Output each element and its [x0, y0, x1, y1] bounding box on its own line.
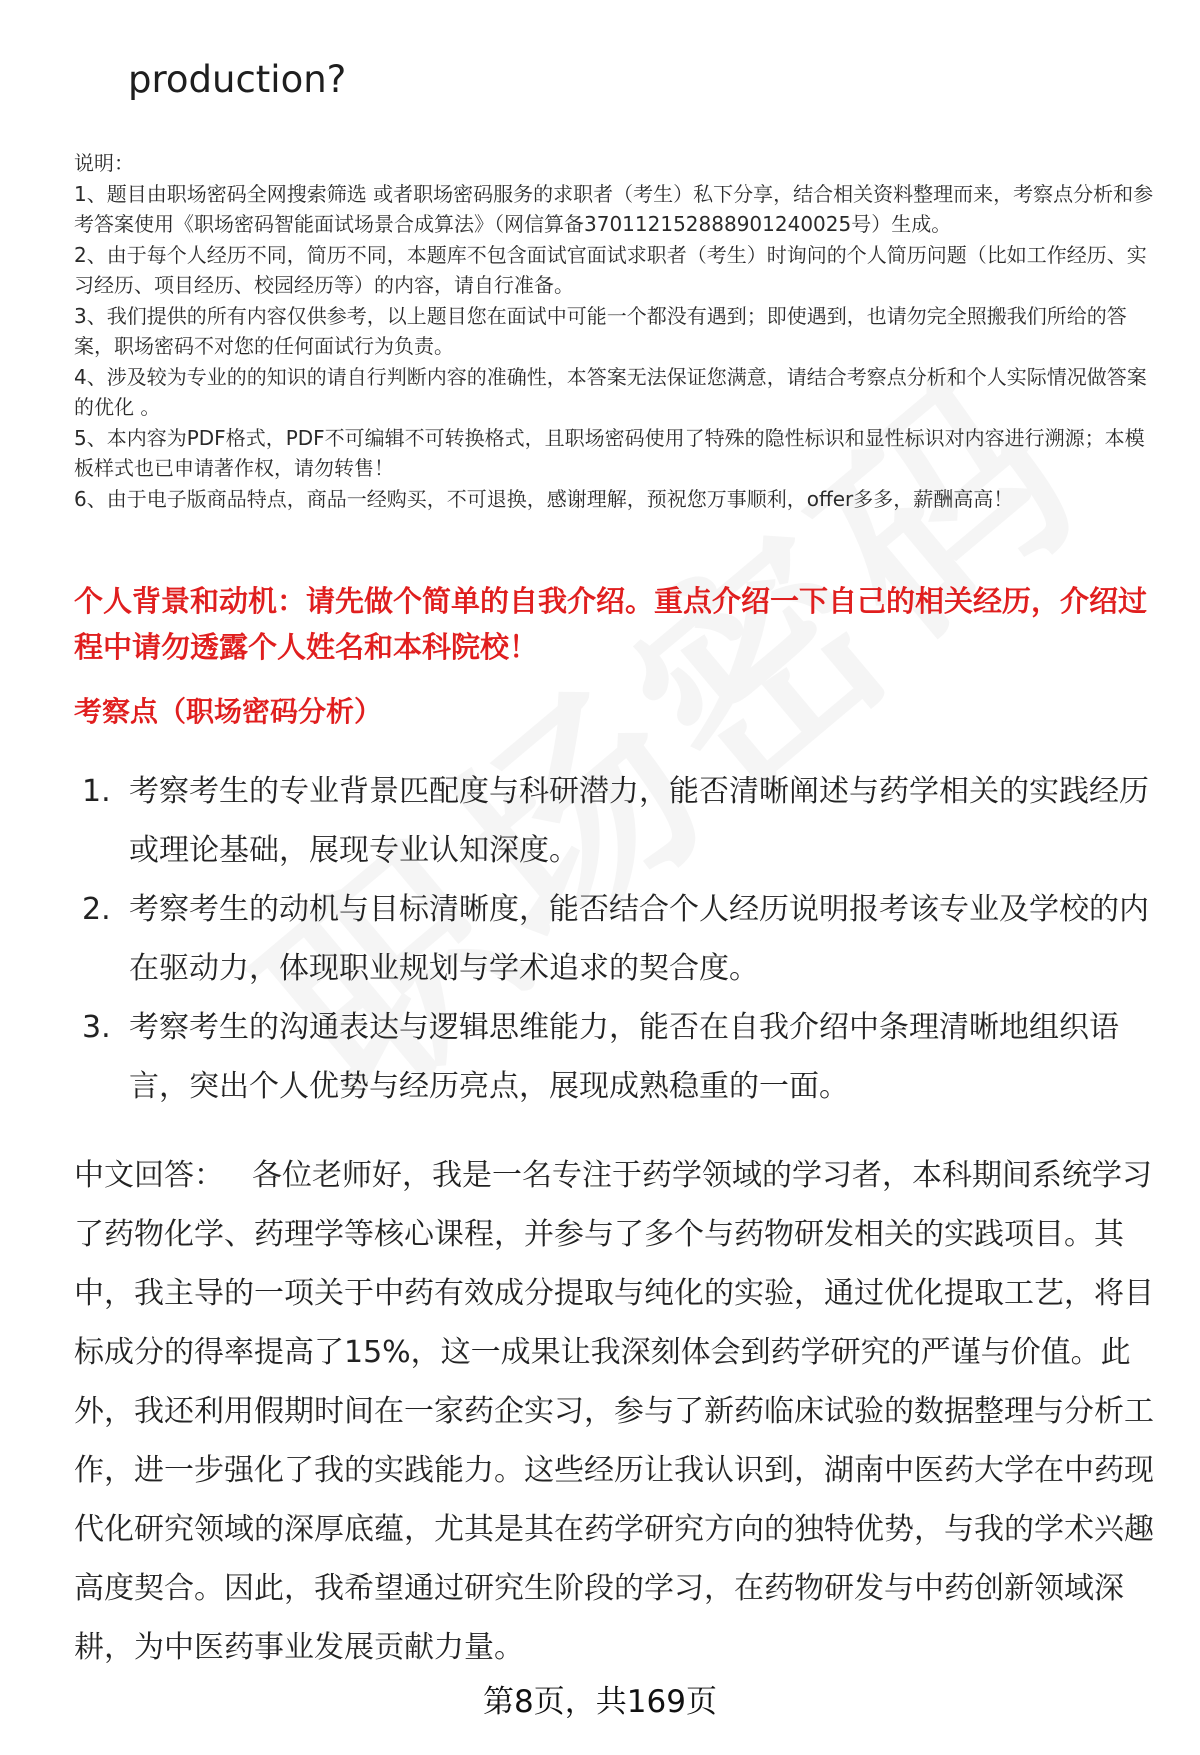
question-heading: 个人背景和动机：请先做个简单的自我介绍。重点介绍一下自己的相关经历，介绍过程中请勿透露个人姓名和本科院校！ — [74, 584, 1148, 664]
note-item: 4、涉及较为专业的的知识的请自行判断内容的准确性，本答案无法保证您满意，请结合考察点分析和个人实际情况做答案的优化 。 — [74, 364, 1147, 419]
point-number: 1. — [82, 774, 111, 809]
point-text: 考察考生的动机与目标清晰度，能否结合个人经历说明报考该专业及学校的内在驱动力，体现职业规划与学术追求的契合度。 — [129, 892, 1149, 986]
point-number: 2. — [82, 892, 111, 927]
note-item: 1、题目由职场密码全网搜索筛选 或者职场密码服务的求职者（考生）私下分享，结合相关资料整理而来，考察点分析和参考答案使用《职场密码智能面试场景合成算法》（网信算备370112152888901240025号）生成。 — [74, 181, 1154, 236]
answer-label: 中文回答： — [74, 1158, 224, 1193]
note-item: 2、由于每个人经历不同，简历不同，本题库不包含面试官面试求职者（考生）时询问的个人简历问题（比如工作经历、实习经历、项目经历、校园经历等）的内容，请自行准备。 — [74, 242, 1147, 297]
notes-block — [74, 148, 1159, 514]
point-number: 3. — [82, 1010, 111, 1045]
continued-text: production? — [128, 58, 347, 101]
note-item: 3、我们提供的所有内容仅供参考，以上题目您在面试中可能一个都没有遇到；即使遇到，也请勿完全照搬我们所给的答案，职场密码不对您的任何面试行为负责。 — [74, 303, 1127, 358]
point-text: 考察考生的专业背景匹配度与科研潜力，能否清晰阐述与药学相关的实践经历或理论基础，展现专业认知深度。 — [129, 774, 1149, 868]
analysis-title: 考察点（职场密码分析） — [74, 695, 383, 728]
point-text: 考察考生的沟通表达与逻辑思维能力，能否在自我介绍中条理清晰地组织语言，突出个人优势与经历亮点，展现成熟稳重的一面。 — [129, 1010, 1119, 1104]
note-item: 5、本内容为PDF格式，PDF不可编辑不可转换格式，且职场密码使用了特殊的隐性标识和显性标识对内容进行溯源；本模板样式也已申请著作权，请勿转售！ — [74, 425, 1145, 480]
analysis-point — [82, 762, 1157, 880]
note-item: 6、由于电子版商品特点，商品一经购买，不可退换，感谢理解，预祝您万事顺利，offer多多，薪酬高高！ — [74, 486, 1014, 511]
answer-block — [74, 1146, 1162, 1677]
analysis-point — [82, 998, 1157, 1116]
analysis-point — [82, 880, 1157, 998]
analysis-list — [82, 762, 1157, 1116]
page-number: 第8页，共169页 — [483, 1684, 717, 1720]
notes-heading: 说明： — [74, 151, 134, 175]
answer-text: 各位老师好，我是一名专注于药学领域的学习者，本科期间系统学习了药物化学、药理学等核心课程，并参与了多个与药物研发相关的实践项目。其中，我主导的一项关于中药有效成分提取与纯化的实验，通过优化提取工艺，将目标成分的得率提高了15%，这一成果让我深刻体会到药学研究的严谨与价值。此外，我还利用假期时间在一家药企实习，参与了新药临床试验的数据整理与分析工作，进一步强化了我的实践能力。这些经历让我认识到，湖南中医药大学在中药现代化研究领域的深厚底蕴，尤其是其在药学研究方向的独特优势，与我的学术兴趣高度契合。因此，我希望通过研究生阶段的学习，在药物研发与中药创新领域深耕，为中医药事业发展贡献力量。 — [74, 1158, 1154, 1665]
